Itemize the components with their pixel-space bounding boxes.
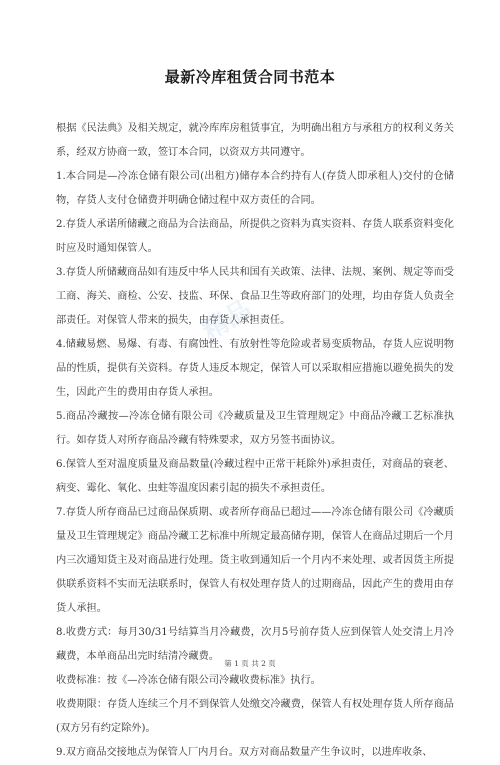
- intro-paragraph: 根据《民法典》及相关规定，就冷库库房租赁事宜，为明确出租方与承租方的权利义务关系，经双方协商一致，签订本合同，以资双方共同遵守。: [56, 123, 454, 158]
- fee-standard: 收费标准：按《—冷冻仓储有限公司冷藏收费标准》执行。: [56, 675, 321, 686]
- document-title: 最新冷库租赁合同书范本: [164, 68, 336, 86]
- clause-8: 8.收费方式：每月30/31号结算当月冷藏费，次月5号前存货人应到保管人处交清上月冷藏费，本单商品出完时结清冷藏费。: [56, 627, 454, 662]
- clause-1: 1.本合同是—冷冻仓储有限公司(出租方)储存本合约持有人(存货人即承租人)交付的仓储物，存货人支付仓储费并明确仓储过程中双方责任的合同。: [56, 171, 454, 206]
- clause-2: 2.存货人承诺所储藏之商品为合法商品，所提供之资料为真实资料、存货人联系资料变化时应及时通知保管人。: [56, 219, 454, 254]
- clause-3: 3.存货人所储藏商品如有违反中华人民共和国有关政策、法律、法规、案例、规定等而受工商、海关、商检、公安、技监、环保、食品卫生等政府部门的处理，均由存货人负责全部责任。对保管人带来的损失，由存货人承担责任。: [56, 267, 454, 326]
- clause-6: 6.保管人至对温度质量及商品数量(冷藏过程中正常干耗除外)承担责任，对商品的衰老、病变、霉化、氧化、虫蛀等温度因素引起的损失不承担责任。: [56, 459, 454, 494]
- clause-5: 5.商品冷藏按—冷冻仓储有限公司《冷藏质量及卫生管理规定》中商品冷藏工艺标准执行。如存货人对所存商品冷藏有特殊要求，双方另签书面协议。: [56, 411, 454, 446]
- clause-7: 7.存货人所存商品已过商品保质期、或者所存商品已超过——冷冻仓储有限公司《冷藏质量及卫生管理规定》商品冷藏工艺标准中所规定最高储存期，保管人在商品过期后一个月内三次通知货主及对商品进行处理。货主收到通知后一个月内不来处理、或者因货主所提供联系资料不实而无法联系时，保管人有权处理存货人的过期商品，因此产生的费用由存货人承担。: [56, 507, 454, 614]
- clause-4: 4.储藏易燃、易爆、有毒、有腐蚀性、有放射性等危险或者易变质物品，存货人应说明物品的性质，提供有关资料。存货人违反本规定，保管人可以采取相应措施以避免损失的发生，因此产生的费用由存货人承担。: [56, 339, 454, 398]
- page-footer: 第 1 页 共 2 页: [224, 659, 276, 668]
- watermark: 精品: [197, 294, 258, 347]
- fee-deadline: 收费期限：存货人连续三个月不到保管人处缴交冷藏费，保管人有权处理存货人所存商品(双方另有约定除外)。: [56, 699, 454, 734]
- clause-9: 9.双方商品交接地点为保管人厂内月台。双方对商品数量产生争议时，以进库收条、: [56, 747, 433, 758]
